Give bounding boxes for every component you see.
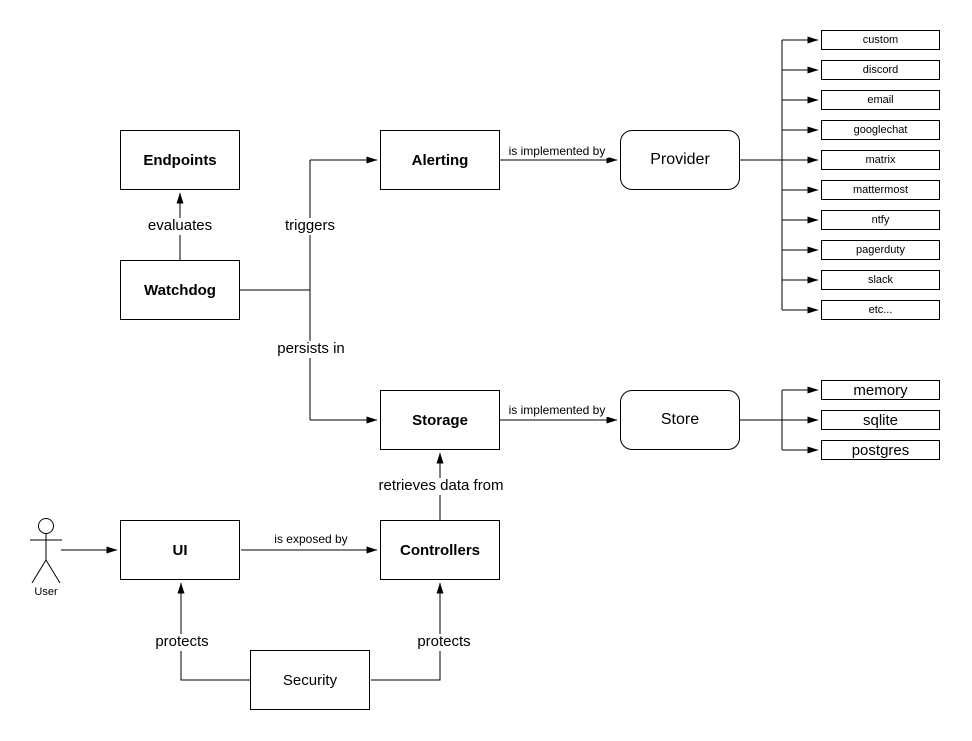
node-endpoints: Endpoints [120, 130, 240, 190]
edge-label-retrieves-data-from: retrieves data from [375, 478, 506, 495]
store-item-sqlite: sqlite [821, 410, 940, 430]
provider-item-custom: custom [821, 30, 940, 50]
edge-label-evaluates: evaluates [145, 218, 215, 235]
edge-label-alerting-implemented-by: is implemented by [506, 145, 609, 158]
edge-label-is-exposed-by: is exposed by [271, 533, 350, 546]
edge-label-triggers: triggers [282, 218, 338, 235]
provider-item-email: email [821, 90, 940, 110]
node-ui: UI [120, 520, 240, 580]
provider-item-pagerduty: pagerduty [821, 240, 940, 260]
edge-label-persists-in: persists in [274, 341, 348, 358]
provider-item-slack: slack [821, 270, 940, 290]
provider-item-etc: etc... [821, 300, 940, 320]
provider-item-discord: discord [821, 60, 940, 80]
provider-item-matrix: matrix [821, 150, 940, 170]
edge-label-protects-ui: protects [152, 634, 211, 651]
provider-item-googlechat: googlechat [821, 120, 940, 140]
node-provider: Provider [620, 130, 740, 190]
edge-label-protects-controllers: protects [414, 634, 473, 651]
node-security: Security [250, 650, 370, 710]
node-store: Store [620, 390, 740, 450]
edge-security-ui [181, 583, 250, 680]
node-watchdog: Watchdog [120, 260, 240, 320]
user-label: User [34, 586, 58, 598]
edge-label-storage-implemented-by: is implemented by [506, 404, 609, 417]
store-item-postgres: postgres [821, 440, 940, 460]
node-controllers: Controllers [380, 520, 500, 580]
provider-item-mattermost: mattermost [821, 180, 940, 200]
provider-item-ntfy: ntfy [821, 210, 940, 230]
edge-security-controllers [371, 583, 440, 680]
user-actor-icon [30, 519, 62, 584]
node-alerting: Alerting [380, 130, 500, 190]
store-item-memory: memory [821, 380, 940, 400]
node-storage: Storage [380, 390, 500, 450]
